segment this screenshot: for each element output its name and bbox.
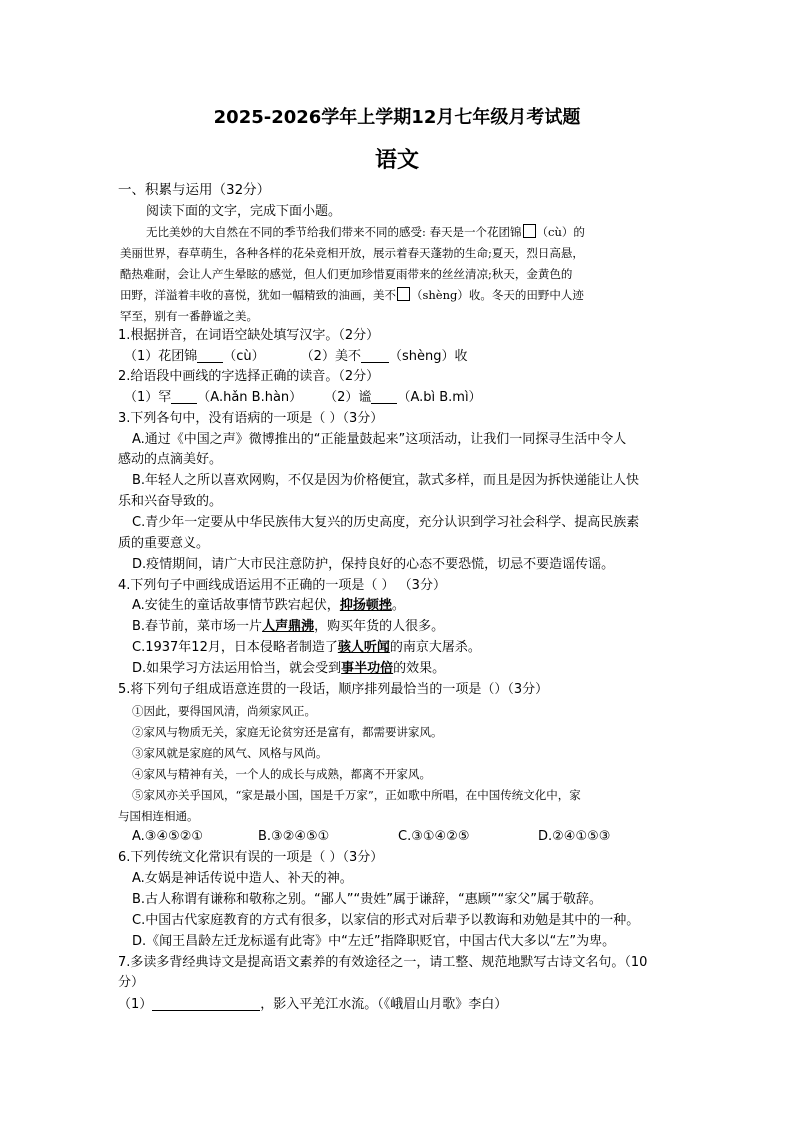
sentence-line: ②家风与物质无关，家庭无论贫穷还是富有，都需要讲家风。: [132, 725, 443, 739]
passage-line: 美丽世界，春草萌生，各种各样的花朵竞相开放，展示着春天蓬勃的生命;夏天，烈日高悬，: [120, 246, 584, 260]
question-6-stem: 6.下列传统文化常识有误的一项是（ ）（3分）: [118, 850, 384, 865]
passage-line: 田野，洋溢着丰收的喜悦，犹如一幅精致的油画，美不 （shèng）收。冬天的田野中人迹: [120, 288, 584, 302]
sentence-line: ④家风与精神有关，一个人的成长与成熟，都离不开家风。: [132, 767, 431, 781]
question-7-item-1: （1） ，影入平羌江水流。（《峨眉山月歌》李白）: [118, 997, 508, 1012]
option-line: D.疫情期间，请广大市民注意防护，保持良好的心态不要恐慌，切忌不要造谣传谣。: [132, 557, 615, 572]
question-1-answers: （1）花团锦 （cù） （2）美不 （shèng）收: [124, 349, 468, 364]
option-line: A.通过《中国之声》微博推出的“正能量鼓起来”这项活动，让我们一同探寻生活中令人: [132, 432, 627, 447]
answer-blank[interactable]: [197, 348, 223, 363]
underlined-idiom: 抑扬顿挫: [339, 598, 392, 613]
question-3-stem: 3.下列各句中，没有语病的一项是（ ）（3分）: [118, 411, 384, 426]
option-line: D.《闻王昌龄左迁龙标遥有此寄》中“左迁”指降职贬官，中国古代大多以“左”为卑。: [132, 934, 616, 949]
option-line: D.如果学习方法运用恰当，就会受到事半功倍的效果。: [132, 661, 446, 676]
question-1-stem: 1.根据拼音，在词语空缺处填写汉字。（2分）: [118, 328, 380, 343]
option-line: A.女娲是神话传说中造人、补天的神。: [132, 871, 353, 886]
question-4-stem: 4.下列句子中画线成语运用不正确的一项是（ ） （3分）: [118, 578, 446, 593]
option-line: B.古人称谓有谦称和敬称之别。“鄙人”“贵姓”属于谦辞，“惠顾”“家父”属于敬辞。: [132, 892, 602, 907]
choice-b: B.③②④⑤①: [258, 829, 330, 844]
sentence-line: 与国相连相通。: [118, 809, 199, 823]
question-7-stem: 7.多读多背经典诗文是提高语文素养的有效途径之一，请工整、规范地默写古诗文名句。（10: [118, 955, 648, 970]
sentence-line: ③家风就是家庭的风气、风格与风尚。: [132, 746, 328, 760]
choice-c: C.③①④②⑤: [398, 829, 470, 844]
question-7-stem-cont: 分）: [118, 975, 145, 990]
sentence-line: ⑤家风亦关乎国风，“家是最小国，国是千万家”，正如歌中所唱，在中国传统文化中，家: [132, 788, 581, 802]
answer-blank[interactable]: [361, 348, 389, 363]
blank-box-icon: [523, 224, 536, 238]
answer-blank[interactable]: [171, 389, 197, 404]
blank-box-icon: [397, 287, 410, 301]
option-line: B.春节前，菜市场一片人声鼎沸，购买年货的人很多。: [132, 619, 445, 634]
answer-blank[interactable]: [152, 996, 260, 1011]
answer-blank[interactable]: [371, 389, 397, 404]
passage-line: 罕至，别有一番静谧之美。: [120, 309, 258, 323]
option-line: 感动的点滴美好。: [118, 452, 223, 467]
choice-a: A.③④⑤②①: [132, 829, 204, 844]
option-line: C.1937年12月，日本侵略者制造了骇人听闻的南京大屠杀。: [132, 640, 481, 655]
option-line: 乐和兴奋导致的。: [118, 494, 223, 509]
sentence-line: ①因此，要得国风清，尚须家风正。: [132, 704, 316, 718]
option-line: C.青少年一定要从中华民族伟大复兴的历史高度，充分认识到学习社会科学、提高民族素: [132, 515, 640, 530]
underlined-idiom: 事半功倍: [341, 661, 394, 676]
question-5-stem: 5.将下列句子组成语意连贯的一段话，顺序排列最恰当的一项是（）（3分）: [118, 682, 549, 697]
option-line: A.安徒生的童话故事情节跌宕起伏，抑扬顿挫。: [132, 598, 405, 613]
passage-line: 无比美妙的大自然在不同的季节给我们带来不同的感受: 春天是一个花团锦 （cù）的: [146, 225, 585, 239]
passage-instruction: 阅读下面的文字，完成下面小题。: [146, 204, 342, 219]
underlined-idiom: 人声鼎沸: [262, 619, 315, 634]
option-line: B.年轻人之所以喜欢网购，不仅是因为价格便宜，款式多样，而且是因为拆快递能让人快: [132, 473, 640, 488]
choice-d: D.②④①⑤③: [538, 829, 611, 844]
question-2-answers: （1）罕 （A.hǎn B.hàn） （2）谧 （A.bì B.mì）: [124, 390, 482, 405]
option-line: 质的重要意义。: [118, 536, 210, 551]
option-line: C.中国古代家庭教育的方式有很多，以家信的形式对后辈予以教诲和劝勉是其中的一种。: [132, 913, 640, 928]
passage-line: 酷热难耐，会让人产生晕眩的感觉，但人们更加珍惜夏雨带来的丝丝清凉;秋天，金黄色的: [120, 267, 573, 281]
section-heading: 一、积累与运用（32分）: [118, 182, 271, 198]
subject-title: 语文: [374, 147, 419, 173]
question-2-stem: 2.给语段中画线的字选择正确的读音。（2分）: [118, 369, 380, 384]
exam-title: 2025-2026学年上学期12月七年级月考试题: [213, 107, 581, 128]
underlined-idiom: 骇人听闻: [337, 640, 390, 655]
